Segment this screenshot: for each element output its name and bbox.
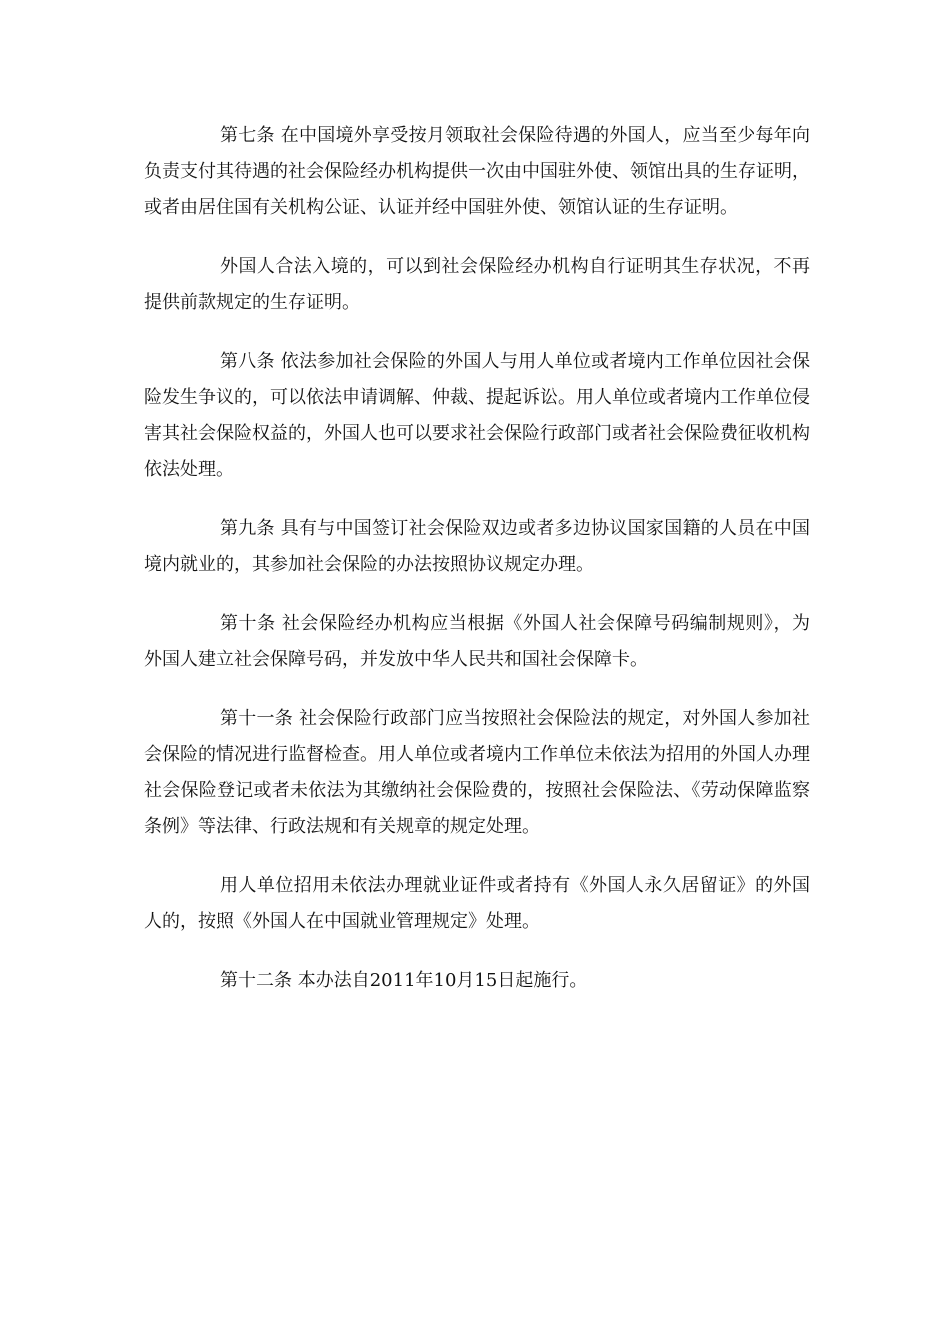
paragraph-article-7: 第七条 在中国境外享受按月领取社会保险待遇的外国人，应当至少每年向负责支付其待遇的社会保险经办机构提供一次由中国驻外使、领馆出具的生存证明，或者由居住国有关机构公证、认证并经中国驻外使、领馆认证的生存证明。 <box>144 125 810 218</box>
paragraph-article-7-supplement: 外国人合法入境的，可以到社会保险经办机构自行证明其生存状况，不再提供前款规定的生存证明。 <box>144 256 810 313</box>
paragraph-article-8: 第八条 依法参加社会保险的外国人与用人单位或者境内工作单位因社会保险发生争议的，可以依法申请调解、仲裁、提起诉讼。用人单位或者境内工作单位侵害其社会保险权益的，外国人也可以要求社会保险行政部门或者社会保险费征收机构依法处理。 <box>144 351 810 480</box>
paragraph-article-11-supplement: 用人单位招用未依法办理就业证件或者持有《外国人永久居留证》的外国人的，按照《外国人在中国就业管理规定》处理。 <box>144 875 810 932</box>
paragraph-article-9: 第九条 具有与中国签订社会保险双边或者多边协议国家国籍的人员在中国境内就业的，其参加社会保险的办法按照协议规定办理。 <box>144 518 810 575</box>
document-body <box>144 118 810 1022</box>
paragraph-article-10: 第十条 社会保险经办机构应当根据《外国人社会保障号码编制规则》，为外国人建立社会保障号码，并发放中华人民共和国社会保障卡。 <box>144 613 810 670</box>
paragraph-article-12: 第十二条 本办法自2011年10月15日起施行。 <box>220 970 588 991</box>
paragraph-article-11: 第十一条 社会保险行政部门应当按照社会保险法的规定，对外国人参加社会保险的情况进行监督检查。用人单位或者境内工作单位未依法为招用的外国人办理社会保险登记或者未依法为其缴纳社会保险费的，按照社会保险法、《劳动保障监察条例》等法律、行政法规和有关规章的规定处理。 <box>144 708 810 837</box>
